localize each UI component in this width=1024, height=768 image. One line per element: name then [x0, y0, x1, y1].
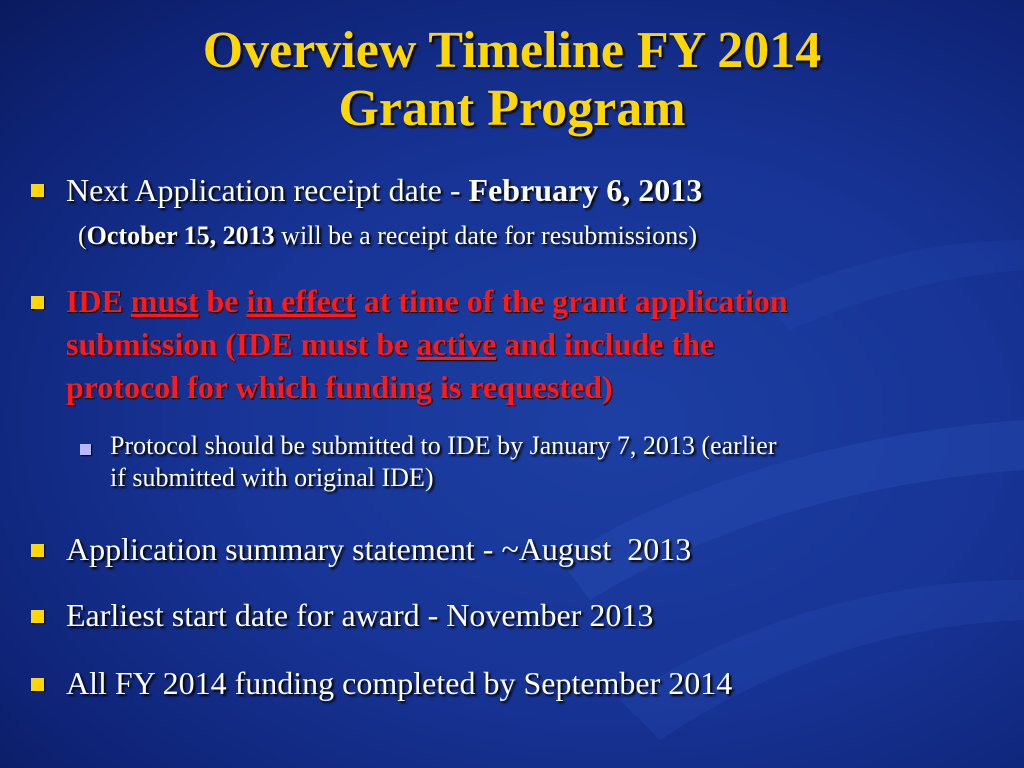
title-line-1: Overview Timeline FY 2014	[202, 22, 822, 79]
ide-line-2	[66, 323, 1006, 366]
bullet-summary-statement: Application summary statement - ~August 2013	[66, 531, 692, 567]
ide-text: IDE	[66, 283, 131, 319]
bullet-marker	[31, 678, 44, 691]
bullet-marker	[31, 296, 44, 309]
receipt-date-value: February 6, 2013	[468, 172, 703, 208]
bullet-marker	[31, 610, 44, 623]
ide-in-effect: in effect	[246, 283, 356, 319]
bullet-start-date: Earliest start date for award - November 2013	[66, 597, 654, 633]
ide-text: be	[198, 283, 247, 319]
protocol-sub-bullet	[110, 430, 1010, 494]
protocol-line-1: Protocol should be submitted to IDE by January 7, 2013 (earlier	[110, 431, 777, 460]
bullet-marker	[31, 544, 44, 557]
ide-text: submission (IDE must be	[66, 326, 417, 362]
bullet-ide-requirement	[66, 280, 1006, 409]
note-paren: (	[78, 221, 87, 250]
receipt-date-label: Next Application receipt date -	[66, 172, 469, 208]
resubmission-note	[78, 220, 697, 252]
resubmission-text: will be a receipt date for resubmissions)	[274, 221, 698, 250]
protocol-line-2: if submitted with original IDE)	[110, 463, 434, 492]
ide-line-1	[66, 280, 1006, 323]
ide-line-3: protocol for which funding is requested)	[66, 369, 613, 405]
bullet-marker	[31, 184, 44, 197]
ide-text: at time of the grant application	[355, 283, 788, 319]
title-line-2: Grant Program	[338, 80, 686, 137]
sub-bullet-marker	[80, 444, 91, 455]
bullet-receipt-date	[66, 171, 702, 209]
ide-must: must	[130, 283, 199, 319]
ide-text: and include the	[496, 326, 715, 362]
ide-active: active	[416, 326, 497, 362]
resubmission-date: October 15, 2013	[86, 221, 275, 250]
bullet-funding-completed: All FY 2014 funding completed by September 2014	[66, 665, 733, 701]
